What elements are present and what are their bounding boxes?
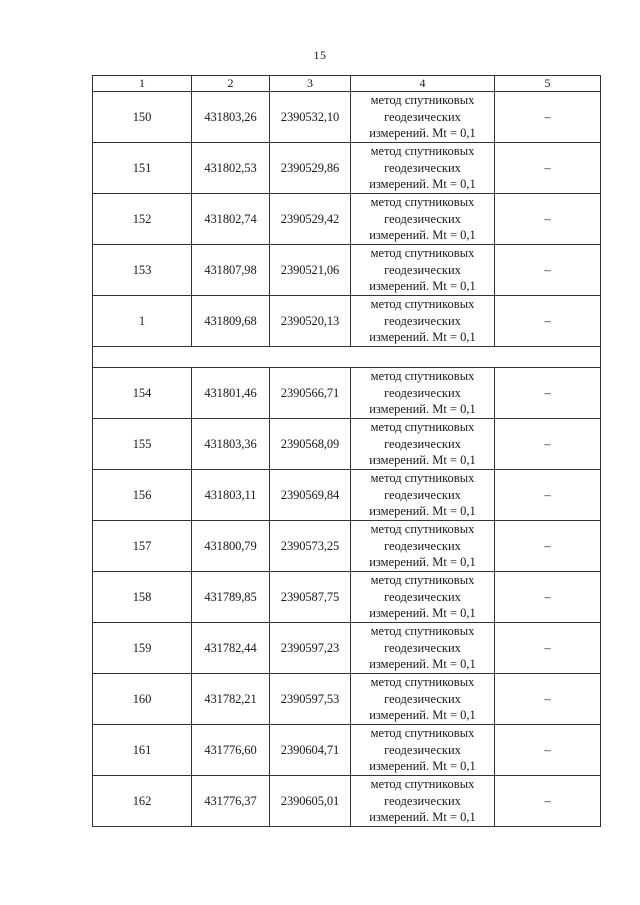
x-coordinate-cell: 431807,98 — [192, 245, 270, 296]
column-header: 1 — [93, 76, 192, 92]
method-text-line: измерений. Mt = 0,1 — [369, 606, 476, 621]
method-text-line: геодезических — [384, 109, 461, 124]
y-coordinate-cell: 2390569,84 — [270, 470, 351, 521]
note-cell: – — [495, 143, 601, 194]
point-number-cell: 150 — [93, 92, 192, 143]
method-text-line: метод спутниковых — [370, 624, 475, 639]
table-row — [93, 368, 601, 419]
y-coordinate-cell: 2390529,86 — [270, 143, 351, 194]
note-cell: – — [495, 245, 601, 296]
y-coordinate-cell: 2390520,13 — [270, 296, 351, 347]
note-cell: – — [495, 470, 601, 521]
note-cell: – — [495, 419, 601, 470]
method-text-line: метод спутниковых — [370, 420, 475, 435]
spacer-cell — [93, 347, 601, 368]
method-text-line: геодезических — [384, 487, 461, 502]
table-row — [93, 470, 601, 521]
column-header: 3 — [270, 76, 351, 92]
point-number-cell: 151 — [93, 143, 192, 194]
y-coordinate-cell: 2390587,75 — [270, 572, 351, 623]
method-text-line: метод спутниковых — [370, 777, 475, 792]
method-text-line: геодезических — [384, 385, 461, 400]
method-cell — [351, 245, 495, 296]
method-cell — [351, 92, 495, 143]
method-text-line: измерений. Mt = 0,1 — [369, 228, 476, 243]
method-text-line: измерений. Mt = 0,1 — [369, 330, 476, 345]
point-number-cell: 153 — [93, 245, 192, 296]
y-coordinate-cell: 2390568,09 — [270, 419, 351, 470]
page-number: 15 — [313, 48, 327, 62]
method-cell — [351, 725, 495, 776]
x-coordinate-cell: 431803,11 — [192, 470, 270, 521]
point-number-cell: 156 — [93, 470, 192, 521]
method-text-line: метод спутниковых — [370, 726, 475, 741]
y-coordinate-cell: 2390566,71 — [270, 368, 351, 419]
method-text-line: геодезических — [384, 211, 461, 226]
y-coordinate-cell: 2390529,42 — [270, 194, 351, 245]
x-coordinate-cell: 431801,46 — [192, 368, 270, 419]
table-row — [93, 521, 601, 572]
table-row — [93, 725, 601, 776]
method-cell — [351, 194, 495, 245]
method-cell — [351, 368, 495, 419]
note-cell: – — [495, 92, 601, 143]
method-text-line: измерений. Mt = 0,1 — [369, 810, 476, 825]
point-number-cell: 161 — [93, 725, 192, 776]
note-cell: – — [495, 572, 601, 623]
x-coordinate-cell: 431782,21 — [192, 674, 270, 725]
method-text-line: метод спутниковых — [370, 675, 475, 690]
point-number-cell: 154 — [93, 368, 192, 419]
method-text-line: геодезических — [384, 436, 461, 451]
table-row — [93, 245, 601, 296]
point-number-cell: 152 — [93, 194, 192, 245]
x-coordinate-cell: 431776,60 — [192, 725, 270, 776]
method-text-line: геодезических — [384, 538, 461, 553]
method-cell — [351, 296, 495, 347]
table-row — [93, 623, 601, 674]
x-coordinate-cell: 431803,26 — [192, 92, 270, 143]
x-coordinate-cell: 431802,53 — [192, 143, 270, 194]
method-text-line: геодезических — [384, 793, 461, 808]
point-number-cell: 159 — [93, 623, 192, 674]
note-cell: – — [495, 521, 601, 572]
table-row — [93, 92, 601, 143]
table-row — [93, 776, 601, 827]
method-text-line: геодезических — [384, 640, 461, 655]
coordinates-table-body — [93, 76, 601, 827]
y-coordinate-cell: 2390532,10 — [270, 92, 351, 143]
method-text-line: геодезических — [384, 313, 461, 328]
y-coordinate-cell: 2390597,23 — [270, 623, 351, 674]
method-text-line: метод спутниковых — [370, 195, 475, 210]
point-number-cell: 155 — [93, 419, 192, 470]
x-coordinate-cell: 431800,79 — [192, 521, 270, 572]
y-coordinate-cell: 2390604,71 — [270, 725, 351, 776]
method-text-line: измерений. Mt = 0,1 — [369, 759, 476, 774]
method-text-line: метод спутниковых — [370, 369, 475, 384]
table-row — [93, 143, 601, 194]
method-text-line: геодезических — [384, 262, 461, 277]
method-text-line: измерений. Mt = 0,1 — [369, 279, 476, 294]
x-coordinate-cell: 431776,37 — [192, 776, 270, 827]
coordinates-table — [92, 75, 601, 827]
method-text-line: измерений. Mt = 0,1 — [369, 453, 476, 468]
method-text-line: метод спутниковых — [370, 93, 475, 108]
y-coordinate-cell: 2390573,25 — [270, 521, 351, 572]
method-cell — [351, 419, 495, 470]
method-cell — [351, 572, 495, 623]
column-header: 5 — [495, 76, 601, 92]
method-text-line: измерений. Mt = 0,1 — [369, 708, 476, 723]
method-text-line: метод спутниковых — [370, 246, 475, 261]
method-text-line: измерений. Mt = 0,1 — [369, 402, 476, 417]
method-text-line: метод спутниковых — [370, 471, 475, 486]
method-text-line: геодезических — [384, 589, 461, 604]
table-row — [93, 572, 601, 623]
method-cell — [351, 776, 495, 827]
table-row — [93, 419, 601, 470]
method-text-line: измерений. Mt = 0,1 — [369, 657, 476, 672]
column-header: 2 — [192, 76, 270, 92]
y-coordinate-cell: 2390605,01 — [270, 776, 351, 827]
note-cell: – — [495, 674, 601, 725]
method-text-line: геодезических — [384, 160, 461, 175]
table-row — [93, 674, 601, 725]
column-header: 4 — [351, 76, 495, 92]
method-text-line: метод спутниковых — [370, 297, 475, 312]
x-coordinate-cell: 431802,74 — [192, 194, 270, 245]
point-number-cell: 162 — [93, 776, 192, 827]
x-coordinate-cell: 431789,85 — [192, 572, 270, 623]
method-cell — [351, 521, 495, 572]
point-number-cell: 1 — [93, 296, 192, 347]
method-text-line: измерений. Mt = 0,1 — [369, 504, 476, 519]
y-coordinate-cell: 2390521,06 — [270, 245, 351, 296]
method-text-line: геодезических — [384, 742, 461, 757]
note-cell: – — [495, 623, 601, 674]
x-coordinate-cell: 431782,44 — [192, 623, 270, 674]
method-text-line: измерений. Mt = 0,1 — [369, 126, 476, 141]
method-text-line: метод спутниковых — [370, 573, 475, 588]
note-cell: – — [495, 368, 601, 419]
y-coordinate-cell: 2390597,53 — [270, 674, 351, 725]
table-spacer-row — [93, 347, 601, 368]
note-cell: – — [495, 296, 601, 347]
note-cell: – — [495, 776, 601, 827]
method-cell — [351, 470, 495, 521]
method-text-line: измерений. Mt = 0,1 — [369, 555, 476, 570]
note-cell: – — [495, 194, 601, 245]
table-row — [93, 296, 601, 347]
method-cell — [351, 143, 495, 194]
method-text-line: геодезических — [384, 691, 461, 706]
method-cell — [351, 674, 495, 725]
method-cell — [351, 623, 495, 674]
x-coordinate-cell: 431809,68 — [192, 296, 270, 347]
method-text-line: метод спутниковых — [370, 144, 475, 159]
table-header-row — [93, 76, 601, 92]
note-cell: – — [495, 725, 601, 776]
point-number-cell: 157 — [93, 521, 192, 572]
method-text-line: метод спутниковых — [370, 522, 475, 537]
point-number-cell: 158 — [93, 572, 192, 623]
x-coordinate-cell: 431803,36 — [192, 419, 270, 470]
table-row — [93, 194, 601, 245]
method-text-line: измерений. Mt = 0,1 — [369, 177, 476, 192]
point-number-cell: 160 — [93, 674, 192, 725]
